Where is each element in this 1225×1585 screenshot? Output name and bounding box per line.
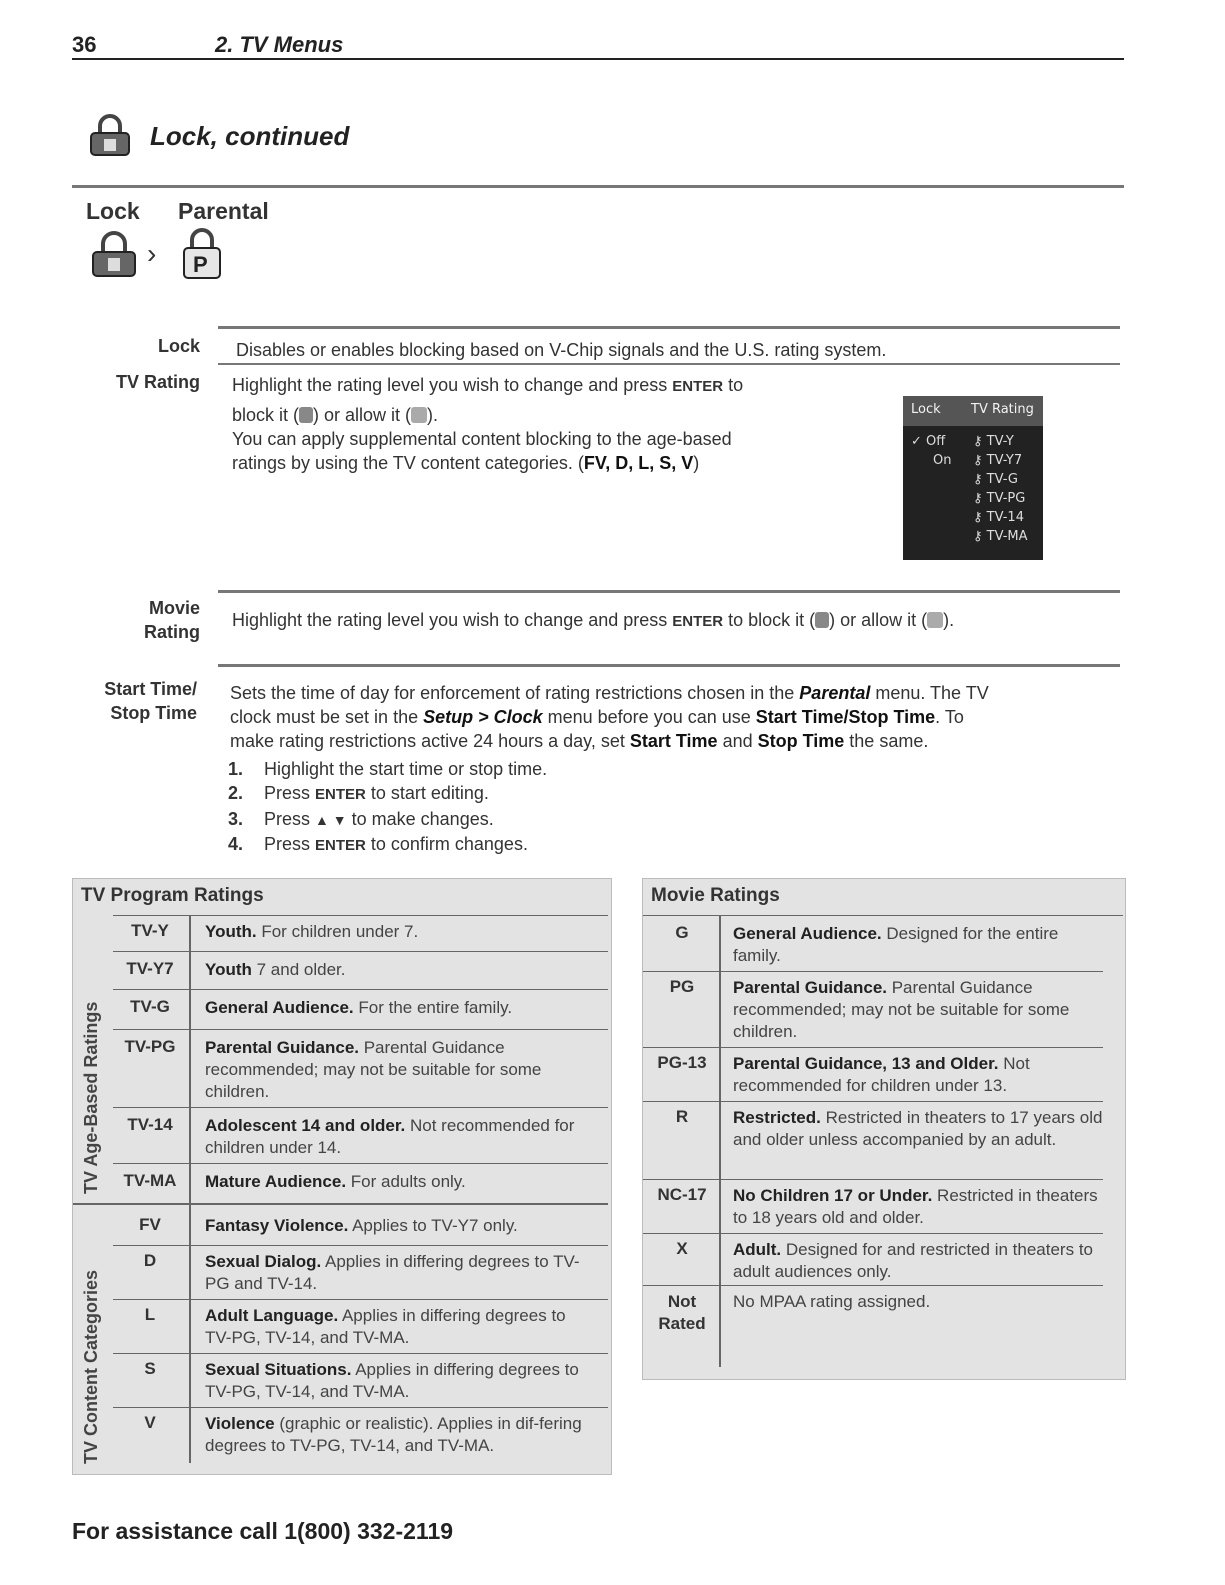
rating-definition: Adult Language. Applies in differing degrees to TV-PG, TV-14, and TV-MA.: [205, 1306, 566, 1347]
rating-code: TV-PG: [124, 1037, 176, 1056]
rating-definition: Mature Audience. For adults only.: [205, 1172, 466, 1191]
parental-letter: P: [193, 252, 208, 277]
movie-rating-label: Movie Rating: [144, 598, 200, 642]
arrow-keys-icon: ▲ ▼: [315, 812, 347, 828]
rating-definition: Parental Guidance. Parental Guidance recommended; may not be suitable for some children.: [733, 978, 1070, 1041]
tv-rating-menu-screenshot: [903, 396, 1043, 560]
table-rule: [113, 1407, 608, 1408]
rating-code: TV-Y: [131, 921, 169, 940]
rating-definition: Parental Guidance, 13 and Older. Not recommended for children under 13.: [733, 1054, 1030, 1095]
table-rule: [113, 1163, 608, 1164]
tv-menu-rating: ⚷ TV-Y7: [973, 453, 1023, 468]
table-rule: [643, 1285, 1103, 1286]
tv-rating-line-1: Highlight the rating level you wish to change and press ENTER to: [232, 375, 744, 395]
table-rule: [643, 971, 1103, 972]
breadcrumb-parental: Parental: [178, 198, 269, 224]
rating-code: TV-MA: [123, 1171, 177, 1190]
table-title: TV Program Ratings: [81, 885, 264, 906]
rating-definition: Youth 7 and older.: [205, 960, 346, 979]
rating-code: FV: [139, 1215, 161, 1234]
step-item: 4. Press ENTER to confirm changes.: [228, 834, 528, 854]
tv-program-ratings-table: [72, 878, 612, 1475]
unlocked-icon: [411, 407, 427, 423]
rating-definition: Adult. Designed for and restricted in theaters to adult audiences only.: [733, 1240, 1093, 1281]
lock-icon: [90, 230, 138, 278]
rating-definition: No MPAA rating assigned.: [733, 1292, 931, 1311]
table-rule: [643, 1047, 1103, 1048]
unlocked-icon: [927, 612, 943, 628]
table-rule: [113, 989, 608, 990]
rating-definition: General Audience. For the entire family.: [205, 998, 513, 1017]
chapter-title: 2. TV Menus: [215, 32, 344, 57]
rating-code: PG-13: [657, 1053, 707, 1072]
rating-definition: Parental Guidance. Parental Guidance recommended; may not be suitable for some children.: [205, 1038, 542, 1101]
rating-definition: Youth. For children under 7.: [205, 922, 419, 941]
step-item: 3. Press ▲ ▼ to make changes.: [228, 809, 494, 829]
start-stop-description: Sets the time of day for enforcement of rating restrictions chosen in the Parental menu. The TV clock must be set in the Setup > Clock menu before you can use Start Time/Stop Time. To make rating restrictions active 24 hours a day, set Start Time and Stop Time the same.: [230, 683, 989, 751]
tv-menu-rating: ⚷ TV-PG: [973, 491, 1026, 506]
tv-menu-lock-option: ✓ Off: [911, 434, 946, 449]
rating-definition: Adolescent 14 and older. Not recommended for children under 14.: [205, 1116, 575, 1157]
content-category-group-label: TV Content Categories: [81, 1269, 101, 1464]
tv-menu-rating: ⚷ TV-G: [973, 472, 1018, 487]
table-rule: [113, 1353, 608, 1354]
start-stop-rule: [218, 664, 1120, 667]
rating-code: TV-14: [127, 1115, 173, 1134]
tv-rating-line-2: block it ( ) or allow it ( ).: [232, 405, 439, 425]
footer-assistance: For assistance call 1(800) 332-2119: [72, 1518, 454, 1544]
rating-definition: Sexual Situations. Applies in differing degrees to TV-PG, TV-14, and TV-MA.: [205, 1360, 579, 1401]
rating-code: NC-17: [657, 1185, 707, 1204]
lock-description: Disables or enables blocking based on V-Chip signals and the U.S. rating system.: [236, 340, 887, 360]
table-rule: [643, 915, 1123, 916]
lock-rule: [218, 326, 1120, 329]
lock-icon: [88, 113, 132, 157]
table-rule: [113, 915, 608, 916]
table-title: Movie Ratings: [651, 885, 780, 906]
breadcrumb-lock: Lock: [86, 198, 140, 224]
movie-rating-description: Highlight the rating level you wish to change and press ENTER to block it ( ) or allow it ( ).: [232, 610, 955, 630]
movie-ratings-table: [642, 878, 1126, 1380]
table-rule: [113, 1299, 608, 1300]
movie-rating-rule: [218, 590, 1120, 593]
rating-code: PG: [669, 977, 695, 996]
rating-definition: No Children 17 or Under. Restricted in theaters to 18 years old and older.: [733, 1186, 1098, 1227]
tv-menu-col1-header: Lock: [911, 402, 941, 417]
rating-definition: Sexual Dialog. Applies in differing degrees to TV-PG and TV-14.: [205, 1252, 580, 1293]
tv-menu-header: [903, 396, 1043, 426]
steps-list: [228, 757, 547, 858]
enter-key: ENTER: [672, 378, 724, 395]
locked-icon: [299, 407, 313, 423]
tv-rating-label: TV Rating: [116, 372, 200, 392]
table-divider: [189, 915, 191, 1463]
rating-code: S: [144, 1359, 156, 1378]
step-item: 1. Highlight the start time or stop time.: [228, 759, 548, 779]
rating-code: D: [143, 1251, 157, 1270]
table-rule: [643, 1101, 1103, 1102]
tv-menu-rating: ⚷ TV-MA: [973, 529, 1028, 544]
rating-code: Not Rated: [658, 1292, 706, 1333]
tv-rating-description: [232, 373, 743, 475]
lock-label: Lock: [157, 336, 200, 356]
rating-code: G: [675, 923, 689, 942]
rating-code: V: [144, 1413, 156, 1432]
rating-code: L: [144, 1305, 156, 1324]
enter-key: ENTER: [672, 613, 724, 630]
section-title: Lock, continued: [150, 121, 350, 151]
locked-icon: [815, 612, 829, 628]
rating-definition: Fantasy Violence. Applies to TV-Y7 only.: [205, 1216, 518, 1235]
parental-lock-icon: [180, 228, 224, 280]
table-group-rule: [73, 1203, 608, 1205]
tv-rating-line-4: ratings by using the TV content categories. (FV, D, L, S, V): [232, 453, 700, 473]
rating-code: TV-G: [130, 997, 170, 1016]
table-rule: [113, 1245, 608, 1246]
rating-code: TV-Y7: [126, 959, 174, 978]
table-divider: [719, 915, 721, 1367]
tv-menu-rating: ⚷ TV-14: [973, 510, 1024, 525]
start-stop-label: Start Time/ Stop Time: [104, 679, 197, 723]
header-rule: [72, 58, 1124, 60]
rating-code: X: [676, 1239, 688, 1258]
table-rule: [113, 951, 608, 952]
table-rule: [643, 1179, 1103, 1180]
chevron-right-icon: ›: [147, 238, 157, 269]
table-rule: [113, 1107, 608, 1108]
tv-menu-rating: ⚷ TV-Y: [973, 434, 1014, 449]
step-item: 2. Press ENTER to start editing.: [228, 783, 489, 803]
rating-definition: Violence (graphic or realistic). Applies in dif-fering degrees to TV-PG, TV-14, and TV-MA.: [205, 1414, 582, 1455]
tv-rating-line-3: You can apply supplemental content blocking to the age-based: [232, 429, 732, 449]
rating-definition: General Audience. Designed for the entire family.: [733, 924, 1059, 965]
rating-code: R: [675, 1107, 689, 1126]
age-based-group-label: TV Age-Based Ratings: [81, 1001, 101, 1194]
table-rule: [643, 1233, 1103, 1234]
tv-menu-col2-header: TV Rating: [971, 402, 1034, 417]
tv-menu-lock-option: On: [933, 453, 952, 468]
page-number: 36: [72, 32, 97, 57]
tv-rating-rule: [218, 363, 1120, 365]
rating-definition: Restricted. Restricted in theaters to 17 years old and older unless accompanied by an adult.: [733, 1108, 1103, 1149]
table-rule: [113, 1029, 608, 1030]
section-rule: [72, 185, 1124, 188]
